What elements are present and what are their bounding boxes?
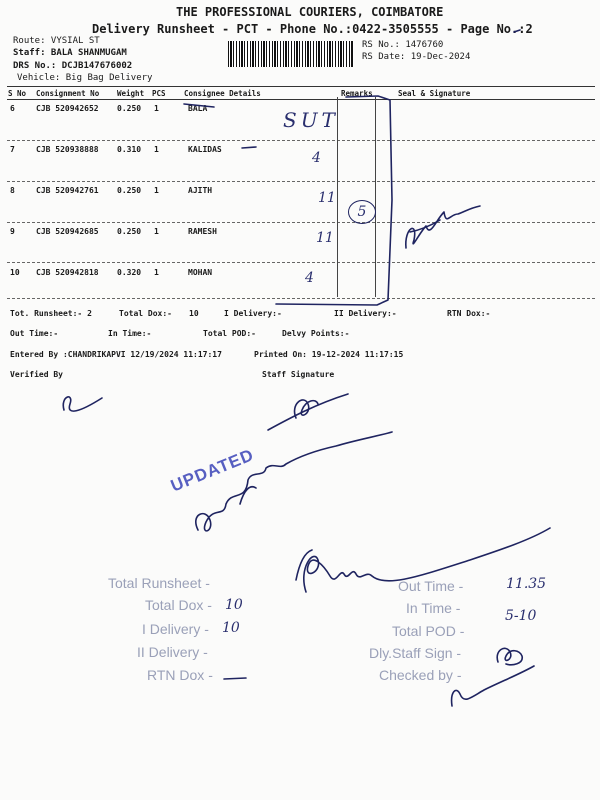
table-row-name: AJITH	[188, 186, 213, 195]
i-delivery-label: I Delivery:-	[224, 309, 282, 318]
table-row-weight: 0.250	[117, 104, 142, 113]
col-consignee: Consignee Details	[184, 89, 261, 98]
out-time-label: Out Time:-	[10, 329, 59, 338]
delvy-points-label: Delvy Points:-	[282, 329, 350, 338]
table-row-weight: 0.250	[117, 227, 142, 236]
total-dox-label: Total Dox:-	[119, 309, 172, 318]
table-row-pcs: 1	[154, 145, 159, 154]
table-row-weight: 0.250	[117, 186, 142, 195]
col-seal: Seal & Signature	[398, 89, 471, 98]
staff-signature-label: Staff Signature	[262, 370, 335, 379]
table-row-pcs: 1	[154, 104, 159, 113]
stamp-checked-by: Checked by -	[379, 667, 462, 683]
table-row-cn: CJB 520942685	[36, 227, 99, 236]
stamp-in-time: In Time -	[406, 600, 461, 616]
verified-by-label: Verified By	[10, 370, 63, 379]
hand-total-dox: 10	[225, 597, 243, 613]
rs-no: RS No.: 1476760	[362, 40, 444, 50]
table-row-cn: CJB 520938888	[36, 145, 99, 154]
table-row-pcs: 1	[154, 268, 159, 277]
col-consignment: Consignment No	[36, 89, 100, 98]
updated-stamp: UPDATED	[168, 445, 257, 496]
stamp-total-pod: Total POD -	[392, 623, 465, 639]
table-row-name: KALIDAS	[188, 145, 222, 154]
remark-4: 4	[312, 150, 321, 166]
hand-i-delivery: 10	[222, 620, 240, 636]
remark-sut: SUT	[283, 108, 339, 132]
col-pcs: PCS	[152, 89, 166, 98]
table-row-pcs: 1	[154, 227, 159, 236]
vehicle: Vehicle: Big Bag Delivery	[17, 73, 153, 83]
ii-delivery-label: II Delivery:-	[334, 309, 397, 318]
drs-no: DRS No.: DCJB147676002	[13, 61, 133, 71]
rtn-dox-label: RTN Dox:-	[447, 309, 491, 318]
route: Route: VYSIAL ST	[13, 36, 100, 46]
remark-11-b: 11	[316, 230, 334, 246]
stamp-i-delivery: I Delivery -	[142, 621, 209, 637]
stamp-out-time: Out Time -	[398, 578, 464, 594]
table-row-cn: CJB 520942761	[36, 186, 99, 195]
stamp-rtn-dox: RTN Dox -	[147, 667, 213, 683]
company-title: THE PROFESSIONAL COURIERS, COIMBATORE	[176, 5, 444, 19]
stamp-ii-delivery: II Delivery -	[137, 644, 208, 660]
total-dox-value: 10	[189, 309, 199, 318]
remark-4-b: 4	[305, 270, 314, 286]
stamp-dly-staff-sign: Dly.Staff Sign -	[369, 645, 462, 661]
table-row-sno: 8	[10, 186, 15, 195]
table-row-name: BALA	[188, 104, 208, 113]
col-sno: S No	[8, 89, 27, 98]
runsheet-title: Delivery Runsheet - PCT - Phone No.:0422-3505555 - Page No.:2	[92, 22, 533, 36]
col-remarks: Remarks	[341, 89, 373, 98]
table-row-sno: 10	[10, 268, 20, 277]
table-row-sno: 6	[10, 104, 15, 113]
table-row-cn: CJB 520942652	[36, 104, 99, 113]
table-row-sno: 9	[10, 227, 15, 236]
table-row-weight: 0.310	[117, 145, 142, 154]
total-pod-label: Total POD:-	[203, 329, 256, 338]
table-row-pcs: 1	[154, 186, 159, 195]
col-weight: Weight	[117, 89, 145, 98]
hand-out-time: 11.35	[506, 576, 547, 592]
printed-on: Printed On: 19-12-2024 11:17:15	[254, 350, 404, 359]
table-row-cn: CJB 520942818	[36, 268, 99, 277]
stamp-total-runsheet: Total Runsheet -	[108, 575, 210, 591]
stamp-total-dox: Total Dox -	[145, 597, 212, 613]
entered-by: Entered By :CHANDRIKAPVI 12/19/2024 11:17:17	[10, 350, 222, 359]
circled-number: 5	[348, 200, 376, 224]
table-row-sno: 7	[10, 145, 15, 154]
table-row-name: MOHAN	[188, 268, 213, 277]
table-row-name: RAMESH	[188, 227, 217, 236]
table-row-weight: 0.320	[117, 268, 142, 277]
remark-11-a: 11	[318, 190, 336, 206]
rs-date: RS Date: 19-Dec-2024	[362, 52, 471, 62]
tot-runsheet: Tot. Runsheet:- 2	[10, 309, 92, 318]
hand-in-time: 5-10	[505, 608, 537, 624]
staff: Staff: BALA SHANMUGAM	[13, 48, 127, 58]
in-time-label: In Time:-	[108, 329, 152, 338]
